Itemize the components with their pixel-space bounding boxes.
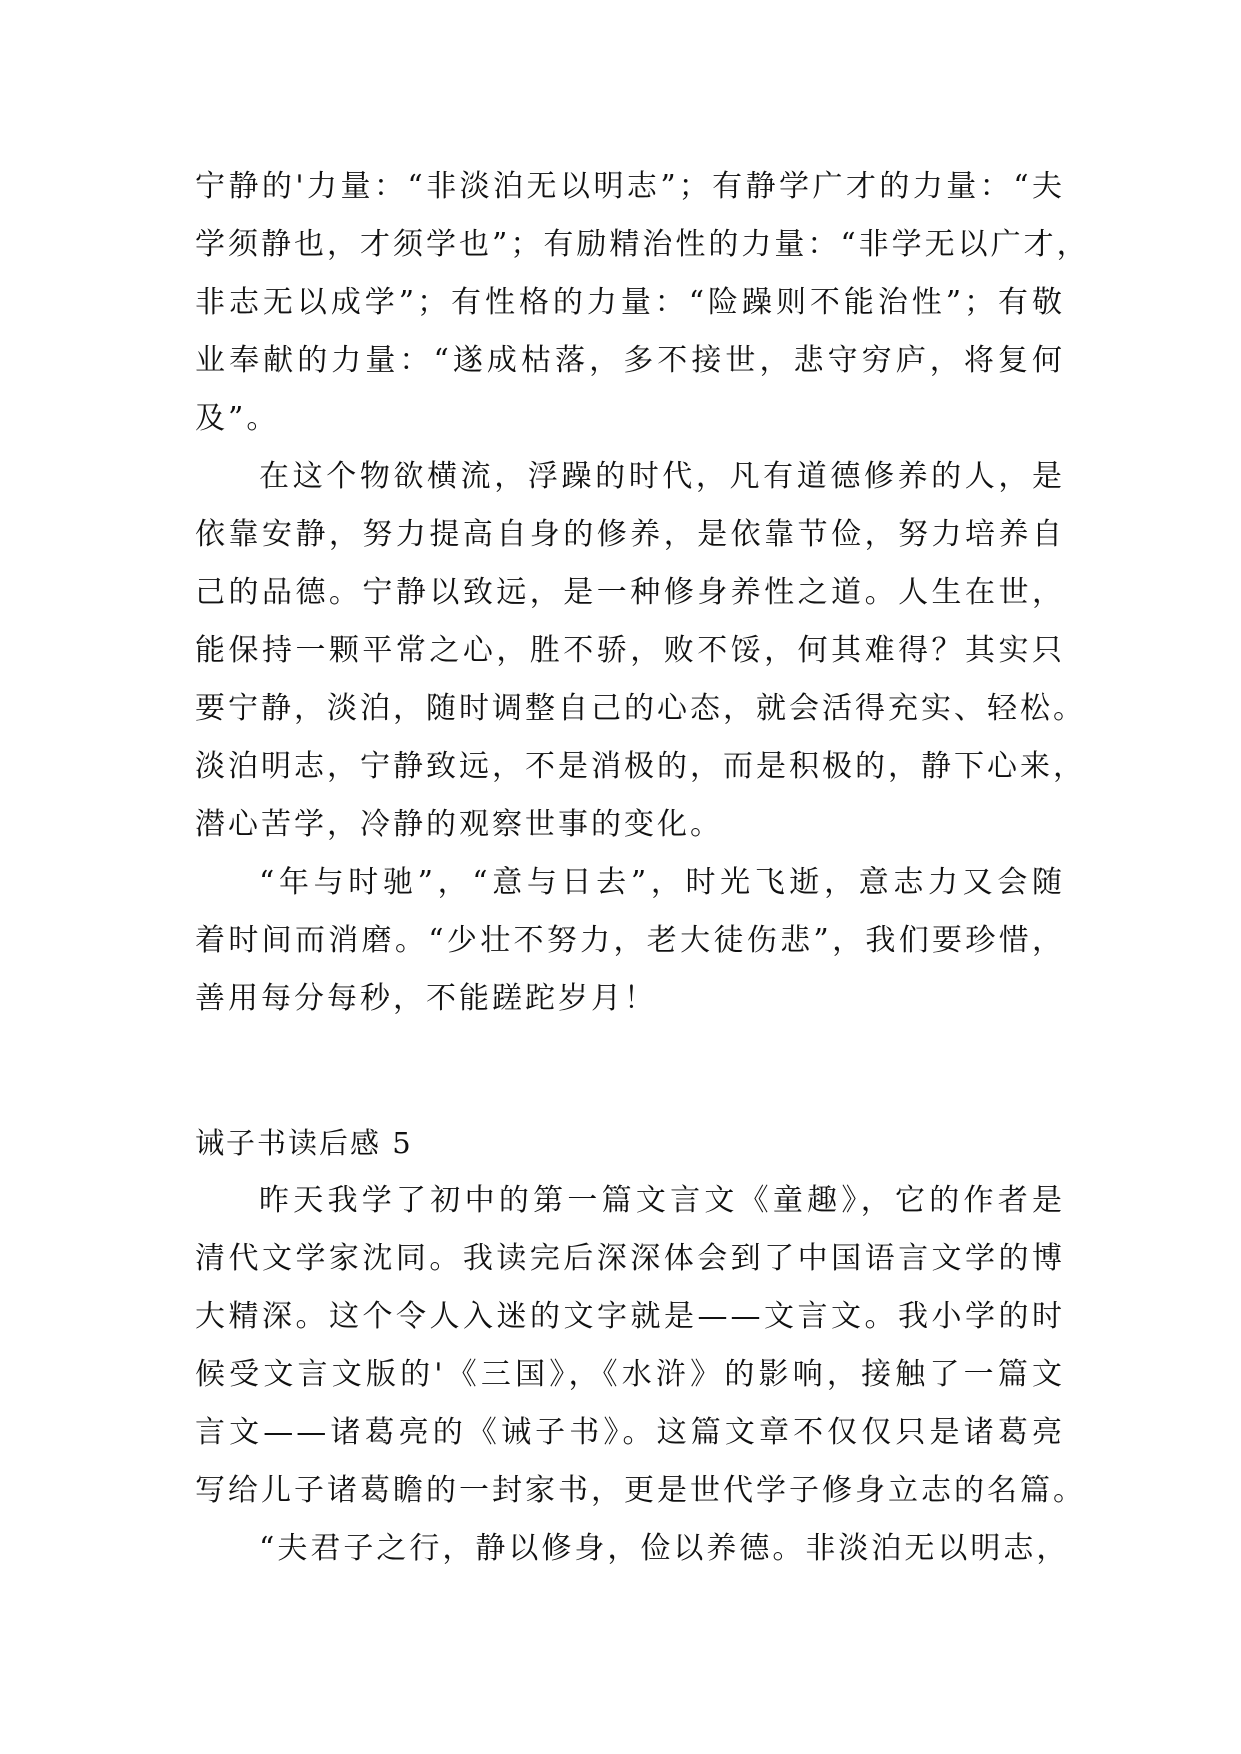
paragraph-line: 昨天我学了初中的第一篇文言文《童趣》，它的作者是 xyxy=(259,1183,1065,1218)
paragraph-5 xyxy=(195,1520,1070,1578)
paragraph-4 xyxy=(195,1172,1086,1520)
paragraph-line: 善用每分每秒，不能蹉跎岁月！ xyxy=(195,981,657,1016)
paragraph-line: 候受文言文版的'《三国》，《水浒》的影响，接触了一篇文 xyxy=(195,1357,1065,1392)
paragraph-line: 业奉献的力量：“遂成枯落，多不接世，悲守穷庐，将复何 xyxy=(195,343,1065,378)
paragraph-line: 及”。 xyxy=(195,401,280,436)
paragraph-3 xyxy=(195,854,1065,1028)
paragraph-line: 依靠安静，努力提高自身的修养，是依靠节俭，努力培养自 xyxy=(195,517,1065,552)
paragraph-line: 言文——诸葛亮的《诫子书》。这篇文章不仅仅只是诸葛亮 xyxy=(195,1415,1065,1450)
paragraph-line: 大精深。这个令人入迷的文字就是——文言文。我小学的时 xyxy=(195,1299,1065,1334)
paragraph-line: 宁静的'力量：“非淡泊无以明志”；有静学广才的力量：“夫 xyxy=(195,169,1065,204)
paragraph-line: 在这个物欲横流，浮躁的时代，凡有道德修养的人，是 xyxy=(259,459,1065,494)
paragraph-line: 清代文学家沈同。我读完后深深体会到了中国语言文学的博 xyxy=(195,1241,1065,1276)
paragraph-line: 己的品德。宁静以致远，是一种修身养性之道。人生在世， xyxy=(195,575,1065,610)
paragraph-line: 非志无以成学”；有性格的力量：“险躁则不能治性”；有敬 xyxy=(195,285,1065,320)
paragraph-line: 要宁静，淡泊，随时调整自己的心态，就会活得充实、轻松。 xyxy=(195,691,1086,726)
paragraph-line: 淡泊明志，宁静致远，不是消极的，而是积极的，静下心来， xyxy=(195,749,1086,784)
paragraph-line: 学须静也，才须学也”；有励精治性的力量：“非学无以广才， xyxy=(195,227,1090,262)
paragraph-2 xyxy=(195,448,1086,854)
paragraph-line: “夫君子之行，静以修身，俭以养德。非淡泊无以明志， xyxy=(259,1531,1070,1566)
paragraph-line: 写给儿子诸葛瞻的一封家书，更是世代学子修身立志的名篇。 xyxy=(195,1473,1086,1508)
paragraph-line: 能保持一颗平常之心，胜不骄，败不馁，何其难得？其实只 xyxy=(195,633,1065,668)
paragraph-line: “年与时驰”，“意与日去”，时光飞逝，意志力又会随 xyxy=(259,865,1065,900)
section-title: 诫子书读后感 5 xyxy=(195,1126,413,1160)
paragraph-line: 潜心苦学，冷静的观察世事的变化。 xyxy=(195,807,723,842)
document-body xyxy=(195,158,1090,1578)
section-spacer xyxy=(195,1028,1065,1114)
paragraph-line: 着时间而消磨。“少壮不努力，老大徒伤悲”，我们要珍惜， xyxy=(195,923,1065,958)
paragraph-1 xyxy=(195,158,1090,448)
